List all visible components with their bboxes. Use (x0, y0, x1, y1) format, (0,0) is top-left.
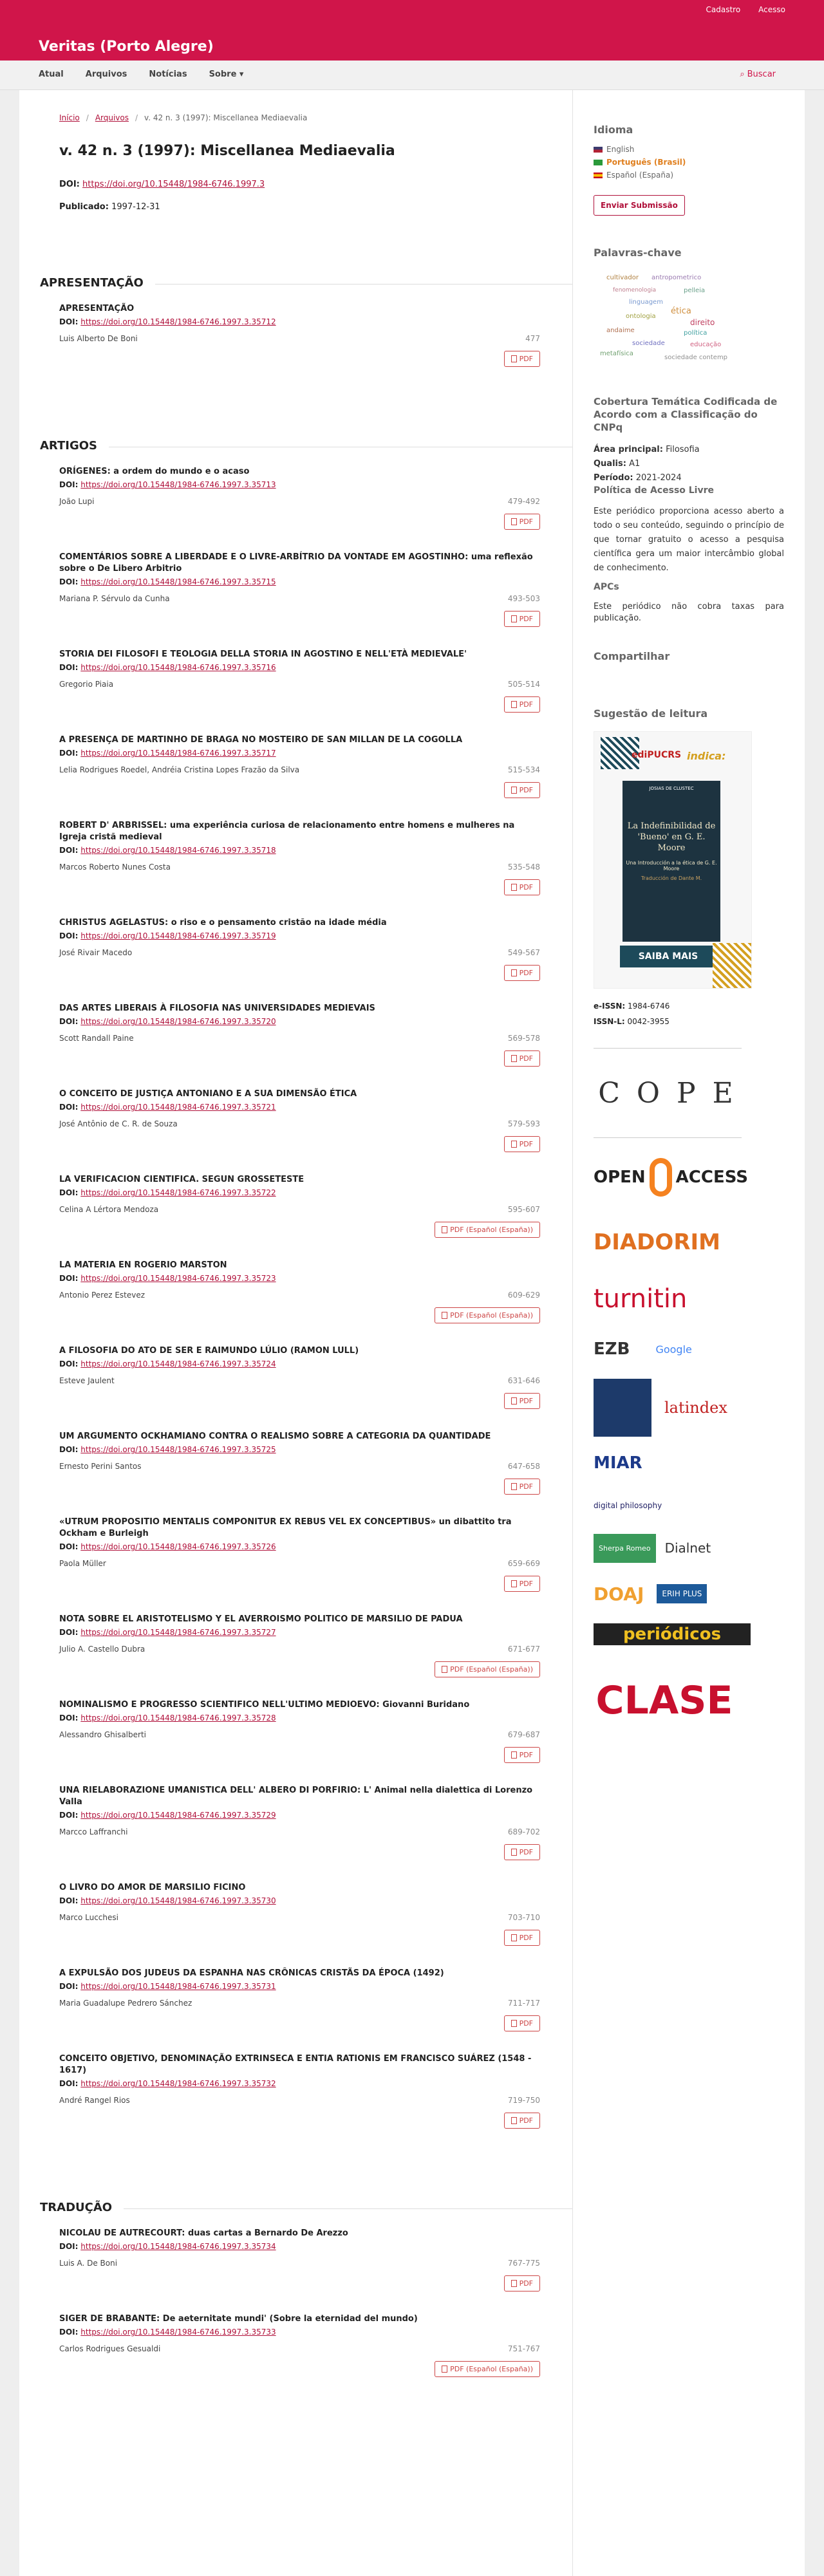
article-title[interactable]: COMENTÁRIOS SOBRE A LIBERDADE E O LIVRE-ARBÍTRIO DA VONTADE EM AGOSTINHO: uma reflexão sobre o De Libero Arbitrio (59, 552, 533, 574)
article-doi-link[interactable]: https://doi.org/10.15448/1984-6746.1997.3.35723 (80, 1274, 276, 1283)
article-doi-link[interactable]: https://doi.org/10.15448/1984-6746.1997.3.35734 (80, 2242, 276, 2251)
flag-br-icon (594, 160, 603, 165)
article-doi: DOI: https://doi.org/10.15448/1984-6746.1997.3.35719 (59, 931, 276, 940)
pdf-file-icon (511, 2280, 517, 2287)
cope-logo[interactable]: C O P E (594, 1048, 742, 1138)
pdf-galley-button[interactable]: PDF (504, 1930, 540, 1946)
register-link[interactable]: Cadastro (706, 5, 741, 14)
article-doi: DOI: https://doi.org/10.15448/1984-6746.1997.3.35721 (59, 1103, 276, 1112)
article-pages: 505-514 (507, 680, 540, 689)
open-access-logo[interactable]: OPEN ACCESS (594, 1148, 748, 1206)
article-title[interactable]: SIGER DE BRABANTE: De aeternitate mundi' (Sobre la eternidad del mundo) (59, 2314, 418, 2324)
pdf-galley-button[interactable]: PDF (504, 1576, 540, 1592)
article-summary (59, 1509, 540, 1606)
pdf-galley-button[interactable]: PDF (Español (España)) (435, 1222, 540, 1238)
pdf-file-icon (511, 1141, 517, 1148)
search-icon: ⌕ (740, 70, 745, 79)
pdf-galley-button[interactable]: PDF (504, 611, 540, 627)
ezb-google-logos[interactable]: EZB Google (594, 1339, 692, 1359)
article-authors: Esteve Jaulent (59, 1376, 115, 1385)
chevron-down-icon: ▾ (239, 70, 244, 79)
article-doi-link[interactable]: https://doi.org/10.15448/1984-6746.1997.3.35730 (80, 1896, 276, 1905)
pdf-file-icon (511, 884, 517, 891)
article-pages: 659-669 (507, 1559, 540, 1568)
article-authors: Marco Lucchesi (59, 1913, 118, 1922)
article-title[interactable]: LA MATERIA EN ROGERIO MARSTON (59, 1260, 227, 1270)
article-doi-link[interactable]: https://doi.org/10.15448/1984-6746.1997.3.35721 (80, 1103, 276, 1112)
article-title[interactable]: NICOLAU DE AUTRECOURT: duas cartas a Bernardo De Arezzo (59, 2228, 348, 2238)
article-doi: DOI: https://doi.org/10.15448/1984-6746.1997.3.35733 (59, 2328, 276, 2337)
article-doi-link[interactable]: https://doi.org/10.15448/1984-6746.1997.3.35716 (80, 663, 276, 672)
article-doi: DOI: https://doi.org/10.15448/1984-6746.1997.3.35713 (59, 480, 276, 489)
pdf-file-icon (511, 969, 517, 976)
keyword[interactable]: educação (690, 341, 722, 348)
lang-spanish[interactable]: Español (España) (594, 171, 784, 180)
pdf-galley-button[interactable]: PDF (504, 1136, 540, 1152)
share-title: Compartilhar (594, 650, 670, 662)
article-pages: 515-534 (507, 765, 540, 774)
apc-text: Este periódico não cobra taxas para publicação. (594, 602, 784, 623)
article-authors: Alessandro Ghisalberti (59, 1730, 146, 1739)
article-doi-link[interactable]: https://doi.org/10.15448/1984-6746.1997.3.35724 (80, 1359, 276, 1368)
article-doi: DOI: https://doi.org/10.15448/1984-6746.1997.3.35724 (59, 1359, 276, 1368)
periodicos-logo[interactable]: periódicos (594, 1623, 751, 1645)
submit-button[interactable]: Enviar Submissão (594, 195, 685, 216)
pdf-galley-button[interactable]: PDF (504, 2275, 540, 2291)
pdf-file-icon (511, 2117, 517, 2124)
issue-doi: DOI: https://doi.org/10.15448/1984-6746.1997.3 (59, 180, 265, 189)
pdf-file-icon (511, 787, 517, 794)
article-authors: Luis A. De Boni (59, 2259, 118, 2268)
article-authors: Ernesto Perini Santos (59, 1462, 142, 1471)
article-doi-link[interactable]: https://doi.org/10.15448/1984-6746.1997.3.35717 (80, 749, 276, 758)
section-title: TRADUÇÃO (19, 2201, 124, 2214)
article-summary (59, 544, 540, 641)
breadcrumb-current: v. 42 n. 3 (1997): Miscellanea Mediaevalia (144, 113, 308, 122)
article-title[interactable]: CHRISTUS AGELASTUS: o riso e o pensamento cristão na idade média (59, 918, 387, 928)
article-authors: Mariana P. Sérvulo da Cunha (59, 594, 170, 603)
article-doi-link[interactable]: https://doi.org/10.15448/1984-6746.1997.3.35720 (80, 1017, 276, 1026)
pdf-file-icon (442, 2366, 447, 2373)
article-doi: DOI: https://doi.org/10.15448/1984-6746.1997.3.35716 (59, 663, 276, 672)
pdf-galley-button[interactable]: PDF (Español (España)) (435, 1661, 540, 1677)
article-doi: DOI: https://doi.org/10.15448/1984-6746.1997.3.35718 (59, 846, 276, 855)
article-summary (59, 1606, 540, 1692)
article-authors: Julio A. Castello Dubra (59, 1645, 145, 1654)
suggestion-title: Sugestão de leitura (594, 707, 708, 720)
article-title[interactable]: DAS ARTES LIBERAIS À FILOSOFIA NAS UNIVERSIDADES MEDIEVAIS (59, 1003, 375, 1013)
article-authors: Gregorio Piaia (59, 680, 114, 689)
article-doi-link[interactable]: https://doi.org/10.15448/1984-6746.1997.3.35729 (80, 1811, 276, 1820)
pdf-galley-button[interactable]: PDF (504, 514, 540, 530)
article-title[interactable]: ORÍGENES: a ordem do mundo e o acaso (59, 467, 250, 476)
keyword[interactable]: andaime (606, 327, 635, 334)
article-pages: 631-646 (507, 1376, 540, 1385)
pdf-file-icon (511, 1397, 517, 1405)
pdf-galley-button[interactable]: PDF (504, 2113, 540, 2129)
open-access-text: Este periódico proporciona acesso aberto a todo o seu conteúdo, seguindo o princípio de que tornar gratuito o acesso a pesquisa científica gera um maior intercâmbio global de conhecimento. (594, 507, 784, 573)
pdf-galley-button[interactable]: PDF (504, 1479, 540, 1495)
article-authors: Celina A Lértora Mendoza (59, 1205, 159, 1214)
article-pages: 719-750 (507, 2096, 540, 2105)
article-title[interactable]: ROBERT D' ARBRISSEL: uma experiência curiosa de relacionamento entre homens e mulheres na Igreja cristã medieval (59, 821, 515, 842)
article-doi-link[interactable]: https://doi.org/10.15448/1984-6746.1997.3.35722 (80, 1188, 276, 1197)
lang-portuguese[interactable]: Português (Brasil) (594, 158, 784, 167)
keyword[interactable]: ética (671, 306, 691, 316)
article-authors: Paola Müller (59, 1559, 106, 1568)
article-pages: 535-548 (507, 863, 540, 872)
nav-current[interactable]: Atual (39, 70, 64, 79)
article-pages: 477 (525, 334, 540, 343)
section-title: APRESENTAÇÃO (19, 276, 155, 290)
article-pages: 609-629 (507, 1291, 540, 1300)
issue-toc (39, 276, 553, 2391)
article-summary (59, 2046, 540, 2143)
pdf-file-icon (511, 701, 517, 708)
article-doi: DOI: https://doi.org/10.15448/1984-6746.1997.3.35728 (59, 1713, 276, 1722)
article-pages: 549-567 (507, 948, 540, 957)
login-link[interactable]: Acesso (758, 5, 785, 14)
pdf-file-icon (511, 1483, 517, 1490)
keyword[interactable]: sociedade (632, 340, 665, 347)
article-doi: DOI: https://doi.org/10.15448/1984-6746.1997.3.35720 (59, 1017, 276, 1026)
article-authors: André Rangel Rios (59, 2096, 130, 2105)
article-authors: Marcos Roberto Nunes Costa (59, 863, 171, 872)
flag-es-icon (594, 173, 603, 178)
article-authors: Luis Alberto De Boni (59, 334, 138, 343)
article-title[interactable]: LA VERIFICACION CIENTIFICA. SEGUN GROSSETESTE (59, 1175, 304, 1184)
article-doi-link[interactable]: https://doi.org/10.15448/1984-6746.1997.3.35715 (80, 577, 276, 586)
language-list (594, 145, 784, 180)
article-summary (59, 995, 540, 1081)
article-doi: DOI: https://doi.org/10.15448/1984-6746.1997.3.35729 (59, 1811, 276, 1820)
article-doi: DOI: https://doi.org/10.15448/1984-6746.1997.3.35722 (59, 1188, 276, 1197)
search-link[interactable] (740, 70, 776, 79)
article-summary (59, 458, 540, 544)
article-doi-link[interactable]: https://doi.org/10.15448/1984-6746.1997.3.35718 (80, 846, 276, 855)
article-pages: 569-578 (507, 1034, 540, 1043)
article-authors: Maria Guadalupe Pedrero Sánchez (59, 1999, 192, 2008)
article-title[interactable]: UNA RIELABORAZIONE UMANISTICA DELL' ALBERO DI PORFIRIO: L' Animal nella dialettica di Lorenzo Valla (59, 1786, 533, 1807)
article-doi-link[interactable]: https://doi.org/10.15448/1984-6746.1997.3.35712 (80, 317, 276, 326)
apc-title: APCs (594, 582, 619, 592)
pdf-file-icon (511, 2020, 517, 2027)
article-title[interactable]: «UTRUM PROPOSITIO MENTALIS COMPONITUR EX REBUS VEL EX CONCEPTIBUS» un dibattito tra Ockham e Burleigh (59, 1517, 512, 1538)
article-summary (59, 295, 540, 381)
lang-english[interactable]: English (594, 145, 784, 154)
pdf-file-icon (511, 1934, 517, 1941)
article-title[interactable]: APRESENTAÇÃO (59, 304, 135, 313)
article-doi: DOI: https://doi.org/10.15448/1984-6746.1997.3.35723 (59, 1274, 276, 1283)
doaj-erih-logos[interactable]: DOAJ ERIH PLUS (594, 1574, 748, 1613)
article-doi-link[interactable]: https://doi.org/10.15448/1984-6746.1997.3.35732 (80, 2079, 276, 2088)
site-header (0, 0, 824, 61)
nav-about[interactable]: Sobre ▾ (209, 70, 244, 79)
keyword[interactable]: cultivador (606, 274, 639, 281)
article-doi-link[interactable]: https://doi.org/10.15448/1984-6746.1997.3.35726 (80, 1542, 276, 1551)
article-authors: João Lupi (59, 497, 95, 506)
miar-logo[interactable]: MIAR (594, 1453, 642, 1473)
nav-news[interactable]: Notícias (149, 70, 187, 79)
main-content (19, 90, 573, 2576)
issue-published: Publicado: 1997-12-31 (59, 202, 160, 212)
article-title[interactable]: UM ARGUMENTO OCKHAMIANO CONTRA O REALISMO SOBRE A CATEGORIA DA QUANTIDADE (59, 1432, 491, 1441)
article-title[interactable]: NOTA SOBRE EL ARISTOTELISMO Y EL AVERROISMO POLITICO DE MARSILIO DE PADUA (59, 1614, 463, 1624)
open-lock-icon (650, 1158, 672, 1197)
indexing-logos (594, 1048, 784, 1746)
pdf-file-icon (511, 355, 517, 362)
page-body (19, 90, 805, 2576)
article-doi: DOI: https://doi.org/10.15448/1984-6746.1997.3.35726 (59, 1542, 276, 1551)
keywords-title: Palavras-chave (594, 247, 682, 259)
pdf-file-icon (511, 615, 517, 622)
pdf-galley-button[interactable]: PDF (504, 1393, 540, 1409)
article-pages: 579-593 (507, 1119, 540, 1128)
article-title[interactable]: A PRESENÇA DE MARTINHO DE BRAGA NO MOSTEIRO DE SAN MILLAN DE LA COGOLLA (59, 735, 463, 745)
breadcrumb-home[interactable]: Início (59, 113, 80, 122)
site-title[interactable]: Veritas (Porto Alegre) (39, 39, 214, 55)
article-doi: DOI: https://doi.org/10.15448/1984-6746.1997.3.35712 (59, 317, 276, 326)
pdf-galley-button[interactable]: PDF (504, 2015, 540, 2031)
sidebar (573, 90, 805, 2576)
latindex-logo[interactable]: latindex (594, 1379, 748, 1437)
article-summary (59, 812, 540, 910)
article-pages: 671-677 (507, 1645, 540, 1654)
article-pages: 711-717 (507, 1999, 540, 2008)
article-doi-link[interactable]: https://doi.org/10.15448/1984-6746.1997.3.35713 (80, 480, 276, 489)
article-summary (59, 1423, 540, 1509)
toc-section (39, 276, 553, 381)
article-summary (59, 2306, 540, 2391)
pdf-file-icon (511, 1055, 517, 1062)
pdf-file-icon (511, 1580, 517, 1587)
pdf-galley-button[interactable]: PDF (504, 1747, 540, 1763)
book-promo[interactable] (594, 731, 752, 989)
pdf-file-icon (442, 1312, 447, 1319)
page-title: v. 42 n. 3 (1997): Miscellanea Mediaevalia (59, 143, 395, 159)
pdf-galley-button[interactable]: PDF (504, 1050, 540, 1067)
pdf-galley-button[interactable]: PDF (504, 351, 540, 367)
article-summary (59, 2220, 540, 2306)
article-summary (59, 727, 540, 812)
article-doi-link[interactable]: https://doi.org/10.15448/1984-6746.1997.3.35727 (80, 1628, 276, 1637)
pdf-galley-button[interactable]: PDF (504, 1844, 540, 1860)
pdf-file-icon (511, 1751, 517, 1759)
article-summary (59, 1166, 540, 1252)
book-cover: JOSIAS DE CLUSTEC La Indefinibilidad de 'Bueno' en G. E. Moore Una Introducción a la ética de G. E. Moore Traducción de Dante M. (623, 781, 720, 942)
diadorim-logo[interactable]: DIADORIM (594, 1229, 720, 1255)
coverage-details: Área principal: Filosofia Qualis: A1 Período: 2021-2024 (594, 445, 700, 483)
article-doi-link[interactable]: https://doi.org/10.15448/1984-6746.1997.3.35725 (80, 1445, 276, 1454)
article-doi: DOI: https://doi.org/10.15448/1984-6746.1997.3.35717 (59, 749, 276, 758)
primary-nav (0, 61, 824, 90)
article-doi: DOI: https://doi.org/10.15448/1984-6746.1997.3.35730 (59, 1896, 276, 1905)
nav-archives[interactable]: Arquivos (85, 70, 127, 79)
pdf-file-icon (442, 1226, 447, 1233)
toc-section (39, 2201, 553, 2391)
clase-logo[interactable]: CLASE (595, 1678, 733, 1723)
article-summary (59, 1692, 540, 1777)
pdf-file-icon (511, 1849, 517, 1856)
article-pages: 689-702 (507, 1827, 540, 1836)
pdf-galley-button[interactable]: PDF (504, 879, 540, 895)
search-label: Buscar (747, 70, 776, 79)
article-pages: 751-767 (507, 2344, 540, 2353)
article-doi: DOI: https://doi.org/10.15448/1984-6746.1997.3.35725 (59, 1445, 276, 1454)
breadcrumb: Início / Arquivos / v. 42 n. 3 (1997): Miscellanea Mediaevalia (59, 113, 308, 122)
article-pages: 679-687 (507, 1730, 540, 1739)
article-summary (59, 1874, 540, 1960)
article-pages: 767-775 (507, 2259, 540, 2268)
keyword[interactable]: metafísica (600, 350, 633, 357)
flag-us-icon (594, 147, 603, 153)
section-title: ARTIGOS (19, 439, 109, 453)
pdf-file-icon (511, 518, 517, 525)
pdf-galley-button[interactable]: PDF (504, 782, 540, 798)
sherpa-dialnet-logos[interactable]: Sherpa Romeo Dialnet (594, 1532, 748, 1564)
article-authors: José Antônio de C. R. de Souza (59, 1119, 178, 1128)
toc-section (39, 439, 553, 2143)
article-pages: 479-492 (507, 497, 540, 506)
breadcrumb-archives[interactable]: Arquivos (95, 113, 129, 122)
article-title[interactable]: O LIVRO DO AMOR DE MARSILIO FICINO (59, 1883, 246, 1892)
keyword[interactable]: ontologia (626, 313, 656, 320)
article-pages: 595-607 (507, 1205, 540, 1214)
article-pages: 647-658 (507, 1462, 540, 1471)
keyword[interactable]: política (684, 330, 707, 337)
article-summary (59, 1338, 540, 1423)
issn-info: e-ISSN: 1984-6746 ISSN-L: 0042-3955 (594, 1002, 670, 1026)
article-pages: 493-503 (507, 594, 540, 603)
keyword[interactable]: fenomenologia (613, 287, 657, 294)
user-nav (706, 5, 786, 14)
pdf-galley-button[interactable]: PDF (504, 696, 540, 713)
article-summary (59, 1777, 540, 1874)
article-doi: DOI: https://doi.org/10.15448/1984-6746.1997.3.35732 (59, 2079, 276, 2088)
article-summary (59, 1960, 540, 2046)
article-authors: José Rivair Macedo (59, 948, 133, 957)
keyword[interactable]: antropometrico (651, 274, 702, 281)
digital-philosophy-logo[interactable]: digital philosophy (594, 1501, 662, 1510)
article-authors: Lelia Rodrigues Roedel, Andréia Cristina Lopes Frazão da Silva (59, 765, 300, 774)
keyword-cloud (594, 268, 742, 364)
article-title[interactable]: A EXPULSÃO DOS JUDEUS DA ESPANHA NAS CRÔNICAS CRISTÃS DA ÉPOCA (1492) (59, 1968, 444, 1978)
pdf-file-icon (442, 1666, 447, 1673)
article-doi-link[interactable]: https://doi.org/10.15448/1984-6746.1997.3.35719 (80, 931, 276, 940)
article-doi-link[interactable]: https://doi.org/10.15448/1984-6746.1997.3.35733 (80, 2328, 276, 2337)
pdf-galley-button[interactable]: PDF (Español (España)) (435, 1307, 540, 1323)
language-title: Idioma (594, 124, 633, 136)
article-title[interactable]: CONCEITO OBJETIVO, DENOMINAÇÃO EXTRINSECA E ENTIA RATIONIS EM FRANCISCO SUÁREZ (1548 - 1617) (59, 2054, 532, 2075)
pdf-galley-button[interactable]: PDF (Español (España)) (435, 2361, 540, 2377)
article-authors: Marcco Laffranchi (59, 1827, 128, 1836)
article-title[interactable]: A FILOSOFIA DO ATO DE SER E RAIMUNDO LÚLIO (RAMON LULL) (59, 1346, 359, 1356)
article-doi: DOI: https://doi.org/10.15448/1984-6746.1997.3.35731 (59, 1982, 276, 1991)
article-summary (59, 641, 540, 727)
article-authors: Scott Randall Paine (59, 1034, 134, 1043)
book-icon (594, 1379, 651, 1437)
article-doi: DOI: https://doi.org/10.15448/1984-6746.1997.3.35727 (59, 1628, 276, 1637)
article-title[interactable]: NOMINALISMO E PROGRESSO SCIENTIFICO NELL'ULTIMO MEDIOEVO: Giovanni Buridano (59, 1700, 470, 1710)
article-authors: Antonio Perez Estevez (59, 1291, 145, 1300)
article-doi-link[interactable]: https://doi.org/10.15448/1984-6746.1997.3.35728 (80, 1713, 276, 1722)
article-doi: DOI: https://doi.org/10.15448/1984-6746.1997.3.35734 (59, 2242, 276, 2251)
keyword[interactable]: pelleia (684, 287, 706, 294)
issue-doi-link[interactable]: https://doi.org/10.15448/1984-6746.1997.3 (82, 180, 265, 189)
turnitin-logo[interactable]: turnitin (594, 1284, 688, 1314)
keyword[interactable]: sociedade contemp (664, 354, 728, 361)
learn-more-button[interactable]: SAIBA MAIS (620, 946, 716, 967)
keyword[interactable]: direito (690, 318, 715, 327)
article-title[interactable]: O CONCEITO DE JUSTIÇA ANTONIANO E A SUA DIMENSÃO ÉTICA (59, 1089, 357, 1099)
indica-label: indica: (687, 750, 726, 762)
article-doi-link[interactable]: https://doi.org/10.15448/1984-6746.1997.3.35731 (80, 1982, 276, 1991)
article-doi: DOI: https://doi.org/10.15448/1984-6746.1997.3.35715 (59, 577, 276, 586)
article-title[interactable]: STORIA DEI FILOSOFI E TEOLOGIA DELLA STORIA IN AGOSTINO E NELL'ETÀ MEDIEVALE' (59, 649, 467, 659)
coverage-title: Cobertura Temática Codificada de Acordo com a Classificação do CNPq (594, 396, 778, 433)
article-summary (59, 1081, 540, 1166)
article-summary (59, 910, 540, 995)
publisher-name: ediPUCRS (632, 750, 682, 760)
open-access-title: Política de Acesso Livre (594, 485, 715, 496)
article-summary (59, 1252, 540, 1338)
article-authors: Carlos Rodrigues Gesualdi (59, 2344, 161, 2353)
pdf-galley-button[interactable]: PDF (504, 965, 540, 981)
keyword[interactable]: linguagem (629, 299, 663, 306)
article-pages: 703-710 (507, 1913, 540, 1922)
